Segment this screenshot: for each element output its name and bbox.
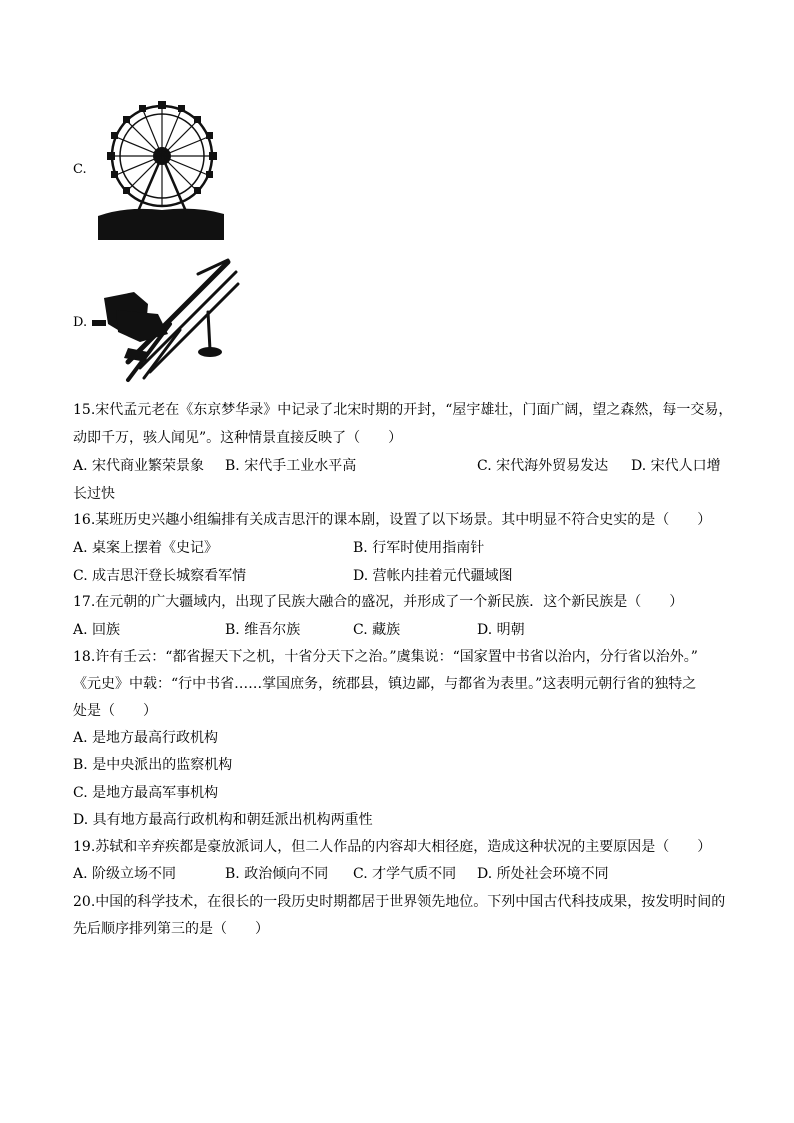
question-15-option-d: D. 宋代人口增 — [631, 458, 721, 474]
question-18-option-d: D. 具有地方最高行政机构和朝廷派出机构两重性 — [73, 812, 373, 828]
question-15-option-c: C. 宋代海外贸易发达 — [477, 458, 609, 474]
question-18-line-3: 处是（ ） — [73, 703, 157, 719]
question-18-line-1: 18.许有壬云：“都省握天下之机，十省分天下之治。”虞集说：“国家置中书省以治内，分行省以治外。” — [73, 649, 698, 665]
question-17-option-c: C. 藏族 — [353, 622, 401, 638]
question-16-option-c: C. 成吉思汗登长城察看军情 — [73, 568, 247, 584]
question-20-line-1: 20.中国的科学技术，在很长的一段历史时期都居于世界领先地位。下列中国古代科技成果，按发明时间的 — [73, 894, 726, 910]
question-16-option-a: A. 桌案上摆着《史记》 — [73, 540, 219, 556]
question-16-stem: 16.某班历史兴趣小组编排有关成吉思汗的课本剧，设置了以下场景。其中明显不符合史实的是（ ） — [73, 512, 712, 528]
question-19-option-d: D. 所处社会环境不同 — [477, 866, 609, 882]
question-18-line-2: 《元史》中载：“行中书省……掌国庶务，统郡县，镇边鄙，与都省为表里。”这表明元朝行省的独特之 — [73, 676, 697, 692]
question-15-option-d-continued: 长过快 — [73, 486, 115, 502]
question-16-option-d: D. 营帐内挂着元代疆域图 — [353, 568, 513, 584]
question-19-option-b: B. 政治倾向不同 — [225, 866, 329, 882]
ferris-wheel-image — [96, 98, 226, 240]
question-18-option-b: B. 是中央派出的监察机构 — [73, 757, 233, 773]
question-15-line-1: 15.宋代孟元老在《东京梦华录》中记录了北宋时期的开封，“屋宇雄壮，门面广阔，望之森然，每一交易， — [73, 402, 733, 418]
question-17-option-a: A. 回族 — [73, 622, 121, 638]
question-17-option-b: B. 维吾尔族 — [225, 622, 301, 638]
water-device-image — [88, 252, 240, 384]
question-17-option-d: D. 明朝 — [477, 622, 525, 638]
question-19-option-c: C. 才学气质不同 — [353, 866, 457, 882]
question-17-stem: 17.在元朝的广大疆域内，出现了民族大融合的盛况，并形成了一个新民族．这个新民族是（ ） — [73, 594, 684, 610]
option-d-label: D. — [73, 315, 88, 330]
question-15-line-2: 动即千万，骇人闻见”。这种情景直接反映了（ ） — [73, 430, 403, 446]
question-18-option-c: C. 是地方最高军事机构 — [73, 785, 219, 801]
question-15-option-b: B. 宋代手工业水平高 — [225, 458, 357, 474]
question-19-stem: 19.苏轼和辛弃疾都是豪放派词人，但二人作品的内容却大相径庭，造成这种状况的主要原因是（ ） — [73, 839, 712, 855]
question-19-option-a: A. 阶级立场不同 — [73, 866, 177, 882]
question-15-option-a: A. 宋代商业繁荣景象 — [73, 458, 205, 474]
question-16-option-b: B. 行军时使用指南针 — [353, 540, 485, 556]
question-20-line-2: 先后顺序排列第三的是（ ） — [73, 921, 269, 937]
question-18-option-a: A. 是地方最高行政机构 — [73, 730, 219, 746]
option-c-label: C. — [73, 162, 87, 177]
